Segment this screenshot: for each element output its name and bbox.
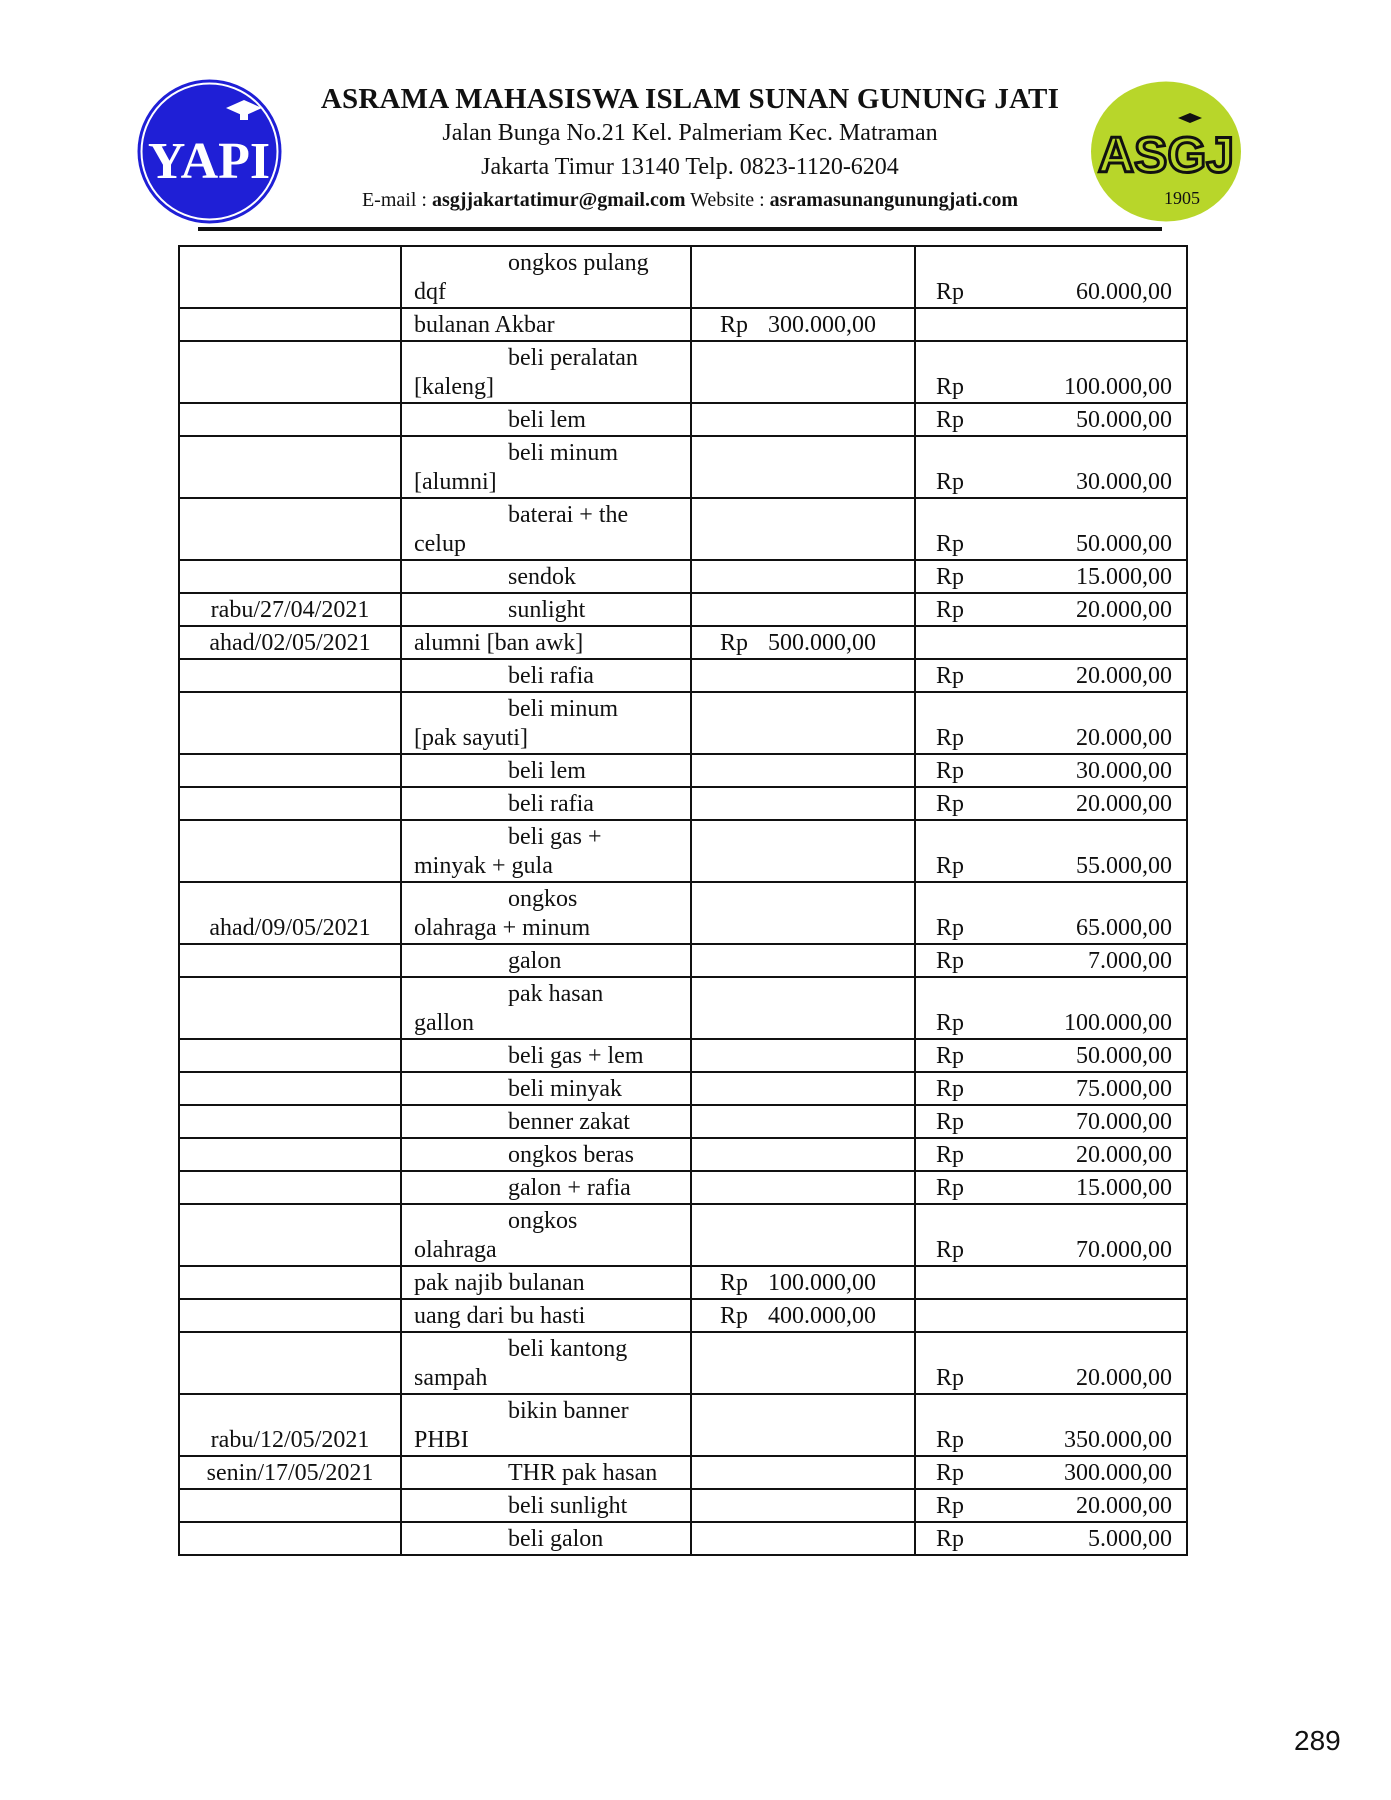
date-cell <box>179 1171 401 1204</box>
expense-amount: 20.000,00 <box>1076 663 1172 689</box>
currency-label: Rp <box>936 791 965 817</box>
ledger-row <box>179 659 1187 692</box>
ledger-row <box>179 692 1187 754</box>
income-cell <box>691 1456 915 1489</box>
currency-label: Rp <box>936 1010 965 1036</box>
expense-amount: 20.000,00 <box>1076 1365 1172 1391</box>
ledger-row <box>179 308 1187 341</box>
description-line-2: [kaleng] <box>414 374 494 400</box>
description-line-2: minyak + gula <box>414 853 553 879</box>
description-line-2: [pak sayuti] <box>414 725 528 751</box>
date-cell <box>179 1489 401 1522</box>
ledger-row <box>179 436 1187 498</box>
currency-label: Rp <box>936 915 965 941</box>
currency-label: Rp <box>936 1526 965 1552</box>
description-cell <box>401 1171 691 1204</box>
description-line-2: alumni [ban awk] <box>414 630 584 656</box>
expense-amount: 50.000,00 <box>1076 1043 1172 1069</box>
description-line-2: celup <box>414 531 466 557</box>
currency-label: Rp <box>936 1365 965 1391</box>
description-line-1: beli gas + <box>508 824 602 850</box>
income-amount: 400.000,00 <box>768 1303 877 1329</box>
letterhead <box>280 82 1100 216</box>
date-cell <box>179 1522 401 1555</box>
expense-amount: 20.000,00 <box>1076 791 1172 817</box>
description-cell <box>401 754 691 787</box>
expense-amount: 70.000,00 <box>1076 1237 1172 1263</box>
page-number: 289 <box>1294 1725 1341 1756</box>
ledger-row <box>179 403 1187 436</box>
income-cell <box>691 403 915 436</box>
date-cell <box>179 1299 401 1332</box>
expense-amount: 350.000,00 <box>1064 1427 1172 1453</box>
expense-amount: 55.000,00 <box>1076 853 1172 879</box>
currency-label: Rp <box>720 1303 749 1329</box>
expense-cell <box>915 1266 1187 1299</box>
description-cell <box>401 1299 691 1332</box>
description-line-2: pak najib bulanan <box>414 1270 585 1296</box>
expense-cell <box>915 341 1187 403</box>
description-line-2: olahraga <box>414 1237 497 1263</box>
expense-cell <box>915 246 1187 308</box>
description-line-1: beli minum <box>508 696 618 722</box>
description-cell <box>401 1105 691 1138</box>
description-cell <box>401 692 691 754</box>
letterhead-divider <box>198 227 1162 231</box>
description-cell <box>401 787 691 820</box>
ledger-row <box>179 1394 1187 1456</box>
currency-label: Rp <box>936 1237 965 1263</box>
email-label: E-mail : <box>361 189 427 211</box>
currency-label: Rp <box>720 312 749 338</box>
date-cell <box>179 246 401 308</box>
date-cell <box>179 308 401 341</box>
currency-label: Rp <box>936 663 965 689</box>
income-cell <box>691 1204 915 1266</box>
description-cell <box>401 246 691 308</box>
description-line-1: sendok <box>508 564 576 590</box>
date-cell <box>179 1039 401 1072</box>
address-line-2: Jakarta Timur 13140 Telp. 0823-1120-6204 <box>481 154 899 180</box>
description-cell <box>401 308 691 341</box>
description-line-1: galon + rafia <box>508 1175 631 1201</box>
ledger-row <box>179 1489 1187 1522</box>
expense-amount: 15.000,00 <box>1076 564 1172 590</box>
currency-label: Rp <box>720 1270 749 1296</box>
date-cell <box>179 754 401 787</box>
description-cell <box>401 498 691 560</box>
ledger-row <box>179 498 1187 560</box>
description-line-2: bulanan Akbar <box>414 312 555 338</box>
date-cell: rabu/12/05/2021 <box>179 1394 401 1456</box>
expense-cell <box>915 1456 1187 1489</box>
ledger-table <box>178 245 1188 1556</box>
income-cell <box>691 944 915 977</box>
expense-cell <box>915 593 1187 626</box>
date-cell <box>179 1105 401 1138</box>
ledger-row <box>179 593 1187 626</box>
expense-cell <box>915 1299 1187 1332</box>
description-cell <box>401 560 691 593</box>
description-line-1: beli rafia <box>508 791 594 817</box>
ledger-row <box>179 1266 1187 1299</box>
expense-cell <box>915 1204 1187 1266</box>
expense-cell <box>915 754 1187 787</box>
income-cell <box>691 1332 915 1394</box>
date-cell: senin/17/05/2021 <box>179 1456 401 1489</box>
expense-cell <box>915 1105 1187 1138</box>
income-cell <box>691 1299 915 1332</box>
description-line-1: ongkos pulang <box>508 250 649 276</box>
income-cell <box>691 498 915 560</box>
expense-cell <box>915 403 1187 436</box>
ledger-row <box>179 754 1187 787</box>
description-line-2: gallon <box>414 1010 474 1036</box>
description-line-1: beli lem <box>508 758 586 784</box>
expense-cell <box>915 308 1187 341</box>
income-cell <box>691 1072 915 1105</box>
date-cell: ahad/09/05/2021 <box>179 882 401 944</box>
description-cell <box>401 1332 691 1394</box>
income-amount: 100.000,00 <box>768 1270 877 1296</box>
income-cell <box>691 1522 915 1555</box>
description-cell <box>401 882 691 944</box>
description-cell <box>401 436 691 498</box>
description-cell <box>401 341 691 403</box>
ledger-row <box>179 1039 1187 1072</box>
income-cell <box>691 626 915 659</box>
description-line-1: ongkos <box>508 886 578 912</box>
ledger-row <box>179 1299 1187 1332</box>
currency-label: Rp <box>936 1109 965 1135</box>
currency-label: Rp <box>720 630 749 656</box>
description-cell <box>401 1138 691 1171</box>
income-cell <box>691 593 915 626</box>
description-cell <box>401 1522 691 1555</box>
description-line-1: galon <box>508 948 562 974</box>
date-cell <box>179 1266 401 1299</box>
ledger-row <box>179 626 1187 659</box>
date-cell <box>179 1204 401 1266</box>
date-cell <box>179 403 401 436</box>
description-line-2: uang dari bu hasti <box>414 1303 586 1329</box>
currency-label: Rp <box>936 1076 965 1102</box>
contact-line <box>280 184 1100 216</box>
description-line-1: sunlight <box>508 597 586 623</box>
description-cell <box>401 1489 691 1522</box>
date-cell <box>179 692 401 754</box>
expense-amount: 20.000,00 <box>1076 1493 1172 1519</box>
ledger-row <box>179 1171 1187 1204</box>
expense-amount: 100.000,00 <box>1064 374 1172 400</box>
description-cell <box>401 1456 691 1489</box>
expense-amount: 5.000,00 <box>1088 1526 1172 1552</box>
ledger-row <box>179 1072 1187 1105</box>
description-line-2: PHBI <box>414 1427 469 1453</box>
ledger-row <box>179 1138 1187 1171</box>
description-line-1: beli gas + lem <box>508 1043 644 1069</box>
expense-cell <box>915 787 1187 820</box>
website-label: Website : <box>690 189 765 211</box>
institution-name: ASRAMA MAHASISWA ISLAM SUNAN GUNUNG JATI <box>320 83 1060 115</box>
description-line-1: pak hasan <box>508 981 604 1007</box>
income-amount: 300.000,00 <box>768 312 877 338</box>
expense-amount: 60.000,00 <box>1076 279 1172 305</box>
description-line-1: beli lem <box>508 407 586 433</box>
currency-label: Rp <box>936 1493 965 1519</box>
currency-label: Rp <box>936 531 965 557</box>
expense-amount: 300.000,00 <box>1064 1460 1172 1486</box>
date-cell <box>179 498 401 560</box>
ledger-row <box>179 1522 1187 1555</box>
ledger-row <box>179 1332 1187 1394</box>
description-cell <box>401 944 691 977</box>
description-line-2: sampah <box>414 1365 488 1391</box>
date-cell <box>179 820 401 882</box>
date-cell <box>179 944 401 977</box>
address-line-1: Jalan Bunga No.21 Kel. Palmeriam Kec. Matraman <box>442 120 938 146</box>
currency-label: Rp <box>936 597 965 623</box>
description-line-1: baterai + the <box>508 502 629 528</box>
description-line-1: ongkos beras <box>508 1142 634 1168</box>
income-cell <box>691 1171 915 1204</box>
currency-label: Rp <box>936 1427 965 1453</box>
ledger-row <box>179 246 1187 308</box>
expense-cell <box>915 626 1187 659</box>
date-cell <box>179 1138 401 1171</box>
ledger-row <box>179 787 1187 820</box>
yapi-logo <box>136 78 283 225</box>
asgj-logo-year: 1905 <box>1164 188 1200 208</box>
yapi-logo-text: YAPI <box>147 133 271 190</box>
currency-label: Rp <box>936 469 965 495</box>
income-cell <box>691 308 915 341</box>
currency-label: Rp <box>936 407 965 433</box>
currency-label: Rp <box>936 1043 965 1069</box>
expense-amount: 20.000,00 <box>1076 725 1172 751</box>
income-cell <box>691 882 915 944</box>
expense-cell <box>915 498 1187 560</box>
income-amount: 500.000,00 <box>768 630 877 656</box>
description-line-2: olahraga + minum <box>414 915 591 941</box>
expense-cell <box>915 1039 1187 1072</box>
currency-label: Rp <box>936 948 965 974</box>
income-cell <box>691 341 915 403</box>
currency-label: Rp <box>936 758 965 784</box>
asgj-logo-text: ASGJ <box>1097 127 1235 183</box>
income-cell <box>691 246 915 308</box>
expense-amount: 7.000,00 <box>1088 948 1172 974</box>
income-cell <box>691 787 915 820</box>
ledger-row <box>179 1105 1187 1138</box>
date-cell: ahad/02/05/2021 <box>179 626 401 659</box>
expense-cell <box>915 882 1187 944</box>
description-cell <box>401 1039 691 1072</box>
expense-cell <box>915 1332 1187 1394</box>
expense-cell <box>915 1138 1187 1171</box>
ledger-row <box>179 341 1187 403</box>
expense-cell <box>915 560 1187 593</box>
expense-amount: 65.000,00 <box>1076 915 1172 941</box>
income-cell <box>691 1489 915 1522</box>
expense-cell <box>915 659 1187 692</box>
description-cell <box>401 1266 691 1299</box>
expense-cell <box>915 436 1187 498</box>
date-cell <box>179 1072 401 1105</box>
date-cell <box>179 787 401 820</box>
expense-amount: 50.000,00 <box>1076 407 1172 433</box>
ledger-row <box>179 560 1187 593</box>
website-address: asramasunangunungjati.com <box>769 189 1019 211</box>
income-cell <box>691 436 915 498</box>
description-line-1: ongkos <box>508 1208 578 1234</box>
ledger-row <box>179 882 1187 944</box>
income-cell <box>691 1394 915 1456</box>
expense-amount: 20.000,00 <box>1076 1142 1172 1168</box>
expense-amount: 70.000,00 <box>1076 1109 1172 1135</box>
expense-amount: 15.000,00 <box>1076 1175 1172 1201</box>
ledger-row <box>179 1456 1187 1489</box>
expense-amount: 30.000,00 <box>1076 758 1172 784</box>
currency-label: Rp <box>936 1460 965 1486</box>
description-line-1: beli kantong <box>508 1336 628 1362</box>
expense-cell <box>915 1489 1187 1522</box>
description-line-2: dqf <box>414 279 446 305</box>
date-cell <box>179 1332 401 1394</box>
description-line-1: beli galon <box>508 1526 604 1552</box>
date-cell <box>179 436 401 498</box>
description-line-1: beli peralatan <box>508 345 638 371</box>
currency-label: Rp <box>936 1175 965 1201</box>
description-cell <box>401 1072 691 1105</box>
currency-label: Rp <box>936 279 965 305</box>
description-line-1: beli rafia <box>508 663 594 689</box>
expense-cell <box>915 1522 1187 1555</box>
expense-cell <box>915 1171 1187 1204</box>
date-cell <box>179 977 401 1039</box>
currency-label: Rp <box>936 374 965 400</box>
description-line-1: beli sunlight <box>508 1493 628 1519</box>
description-cell <box>401 977 691 1039</box>
expense-cell <box>915 820 1187 882</box>
email-address: asgjjakartatimur@gmail.com <box>431 189 686 211</box>
income-cell <box>691 560 915 593</box>
expense-amount: 30.000,00 <box>1076 469 1172 495</box>
income-cell <box>691 692 915 754</box>
description-line-1: bikin banner <box>508 1398 629 1424</box>
expense-cell <box>915 944 1187 977</box>
ledger-row <box>179 1204 1187 1266</box>
currency-label: Rp <box>936 725 965 751</box>
ledger-row <box>179 977 1187 1039</box>
expense-amount: 20.000,00 <box>1076 597 1172 623</box>
income-cell <box>691 1039 915 1072</box>
description-cell <box>401 1204 691 1266</box>
expense-amount: 50.000,00 <box>1076 531 1172 557</box>
description-cell <box>401 820 691 882</box>
date-cell <box>179 341 401 403</box>
expense-cell <box>915 692 1187 754</box>
asgj-logo <box>1090 80 1242 223</box>
income-cell <box>691 820 915 882</box>
description-cell <box>401 403 691 436</box>
currency-label: Rp <box>936 853 965 879</box>
description-line-1: benner zakat <box>508 1109 630 1135</box>
description-line-2: [alumni] <box>414 469 497 495</box>
description-line-1: beli minyak <box>508 1076 622 1102</box>
expense-cell <box>915 1072 1187 1105</box>
income-cell <box>691 659 915 692</box>
expense-cell <box>915 1394 1187 1456</box>
date-cell: rabu/27/04/2021 <box>179 593 401 626</box>
ledger-row <box>179 944 1187 977</box>
income-cell <box>691 1138 915 1171</box>
currency-label: Rp <box>936 1142 965 1168</box>
income-cell <box>691 1105 915 1138</box>
currency-label: Rp <box>936 564 965 590</box>
date-cell <box>179 560 401 593</box>
description-line-1: beli minum <box>508 440 618 466</box>
description-line-1: THR pak hasan <box>508 1460 658 1486</box>
description-cell <box>401 626 691 659</box>
expense-amount: 100.000,00 <box>1064 1010 1172 1036</box>
income-cell <box>691 754 915 787</box>
expense-amount: 75.000,00 <box>1076 1076 1172 1102</box>
description-cell <box>401 1394 691 1456</box>
ledger-row <box>179 820 1187 882</box>
description-cell <box>401 593 691 626</box>
income-cell <box>691 1266 915 1299</box>
income-cell <box>691 977 915 1039</box>
date-cell <box>179 659 401 692</box>
description-cell <box>401 659 691 692</box>
expense-cell <box>915 977 1187 1039</box>
